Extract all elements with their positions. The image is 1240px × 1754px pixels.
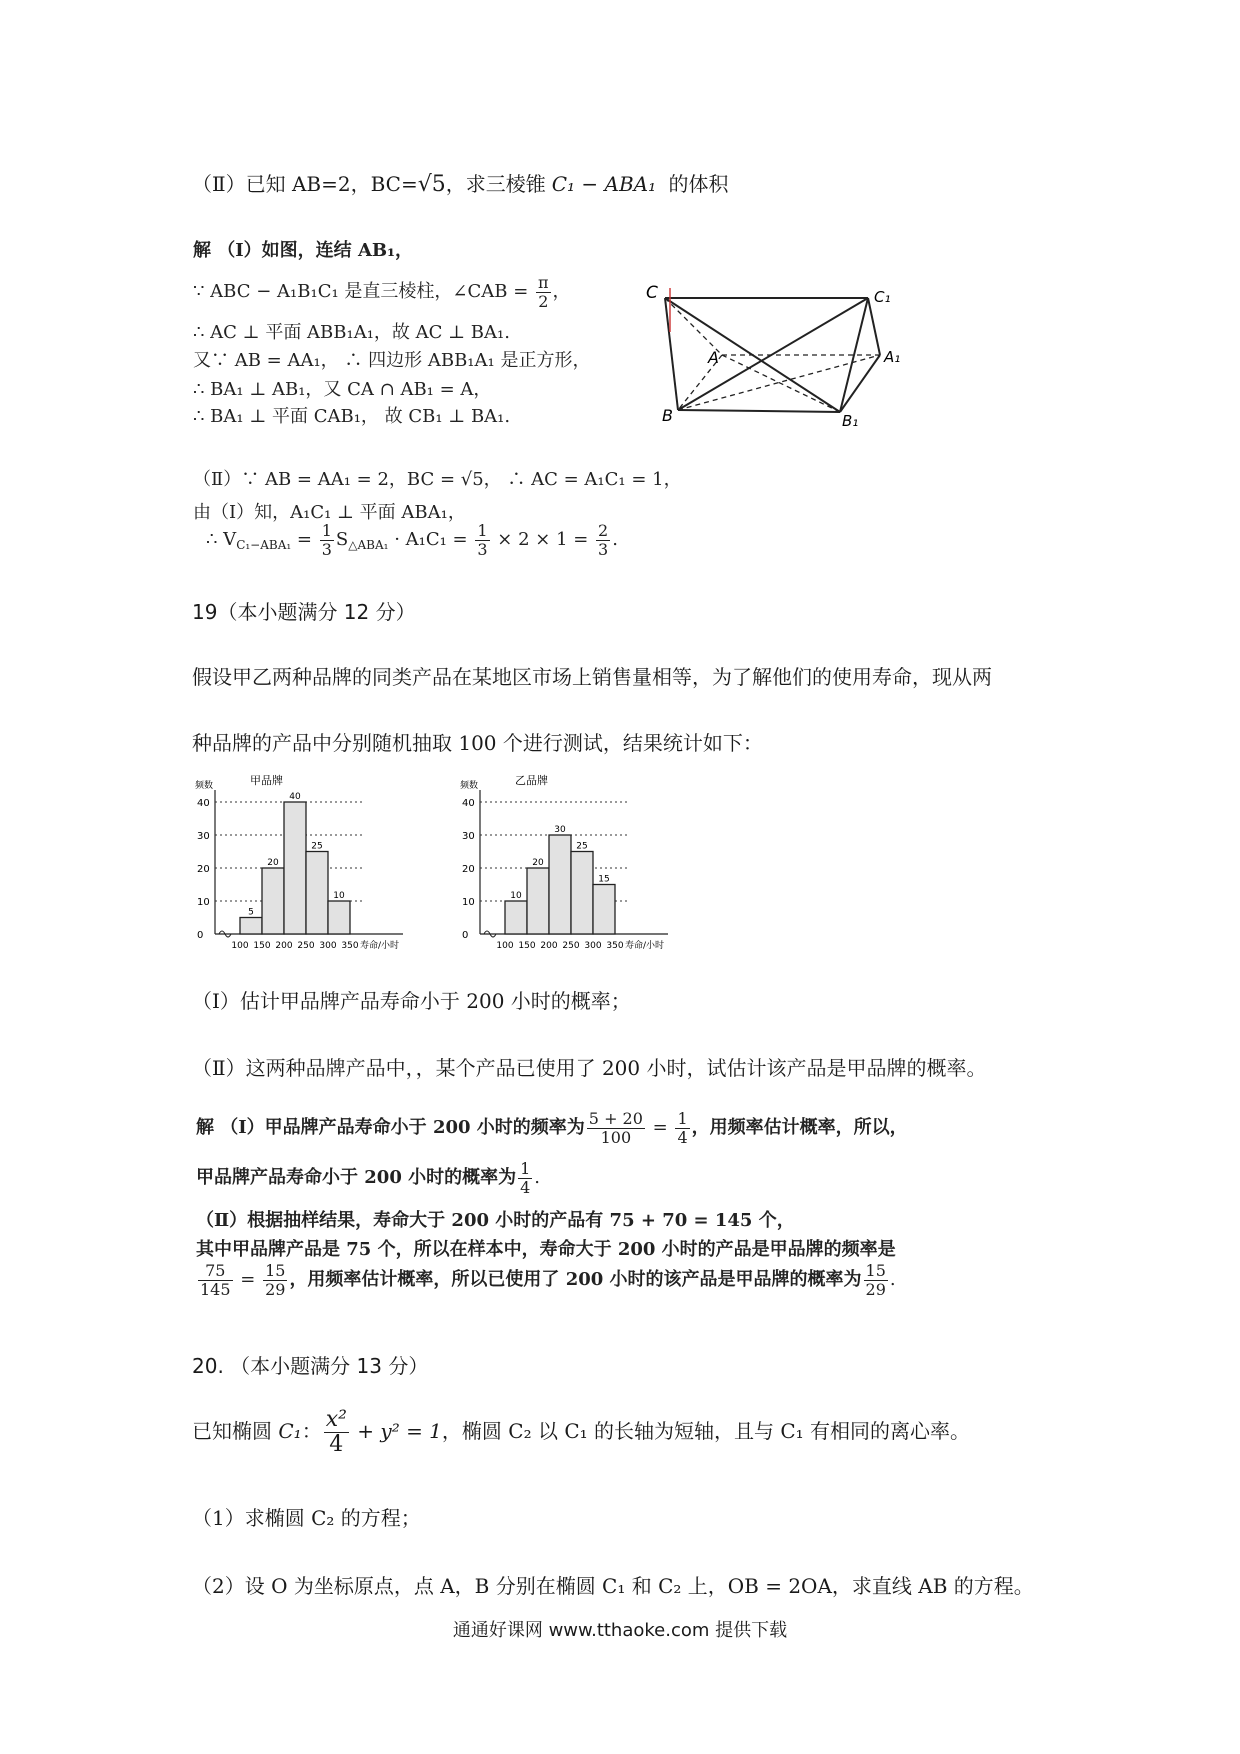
y-tick-label: 40 (462, 798, 475, 809)
x-axis-label: 寿命/小时 (360, 941, 400, 951)
q18-part2-suffix: 的体积 (662, 172, 729, 196)
bar-value-label: 15 (598, 874, 610, 885)
q18-part2-mid: ，求三棱锥 (445, 172, 546, 196)
x-tick-label: 250 (562, 941, 580, 951)
q18-sol-line-6: ∴ BA₁ ⊥ 平面 CAB₁， 故 CB₁ ⊥ BA₁. (193, 406, 511, 427)
q19-sol2-line-3: $\frac{75}{145}$ = $\frac{15}{29}$ ，用频率估计概率，所以已使用了 200 小时的该产品是甲品牌的概率为 $\frac{15}{29}$ . (200, 1261, 896, 1299)
bar (306, 852, 328, 935)
bar (240, 918, 262, 935)
q20-given: 已知椭圆 C₁： $\frac{\text{x²}}{4}$ + y² = 1，椭圆 C₂ 以 C₁ 的长轴为短轴，且与 C₁ 有相同的离心率。 (192, 1407, 971, 1458)
x-tick-label: 350 (341, 941, 359, 951)
x-tick-label: 100 (231, 941, 249, 951)
q20-part1: （1）求椭圆 C₂ 的方程； (192, 1506, 421, 1530)
y-tick-label: 20 (462, 864, 475, 875)
q19-sol2-line-2: 其中甲品牌产品是 75 个，所以在样本中，寿命大于 200 小时的产品是甲品牌的频率是 (196, 1239, 896, 1260)
bar (593, 885, 615, 935)
q19-part1: （Ⅰ）估计甲品牌产品寿命小于 200 小时的概率； (192, 989, 631, 1013)
histogram-jia (195, 772, 445, 962)
q19-sol2-line-1: （Ⅱ）根据抽样结果，寿命大于 200 小时的产品有 75 + 70 = 145 个， (196, 1210, 795, 1231)
bar (505, 901, 527, 934)
q19-text-2: 种品牌的产品中分别随机抽取 100 个进行测试，结果统计如下： (192, 731, 763, 755)
q18-part2 (192, 168, 728, 197)
q18-sol-line-2: ∵ ABC − A₁B₁C₁ 是直三棱柱，∠CAB = $\frac{\pi}{2}$ ， (193, 273, 571, 311)
q18-sol2-line-1: （Ⅱ）∵ AB = AA₁ = 2，BC = √5， ∴ AC = A₁C₁ = 1， (193, 469, 682, 490)
q18-sol-line-5: ∴ BA₁ ⊥ AB₁，又 CA ∩ AB₁ = A， (193, 379, 492, 400)
y-axis-label: 频数 (460, 781, 479, 791)
q19-header: 19（本小题满分 12 分） (192, 600, 416, 624)
y-tick-label: 30 (197, 831, 210, 842)
q18-part2-expr: C₁ − ABA₁ (551, 172, 657, 196)
bar (284, 802, 306, 934)
x-tick-label: 150 (518, 941, 536, 951)
y-tick-label: 10 (197, 897, 210, 908)
q18-part2-prefix: （Ⅱ）已知 AB=2，BC= (192, 172, 418, 196)
q20-part2: （2）设 O 为坐标原点，点 A，B 分别在椭圆 C₁ 和 C₂ 上，OB = 2OA，求直线 AB 的方程。 (192, 1574, 1034, 1598)
y-tick-label: 30 (462, 831, 475, 842)
x-tick-label: 200 (540, 941, 558, 951)
label-C: C (646, 283, 658, 303)
y-tick-label: 40 (197, 798, 210, 809)
x-tick-label: 150 (253, 941, 271, 951)
y-axis-label: 频数 (195, 781, 214, 791)
x-axis-label: 寿命/小时 (625, 941, 665, 951)
y-tick-label: 10 (462, 897, 475, 908)
x-tick-label: 300 (319, 941, 337, 951)
y-tick-label: 0 (197, 930, 204, 941)
bar (527, 868, 549, 934)
q19-sol1-line-2: 甲品牌产品寿命小于 200 小时的概率为 $\frac{1}{4}$ . (196, 1159, 541, 1197)
y-tick-label: 0 (462, 930, 469, 941)
q18-sol2-line-2: 由（Ⅰ）知，A₁C₁ ⊥ 平面 ABA₁， (193, 502, 466, 523)
bar-value-label: 20 (267, 858, 279, 868)
bar-value-label: 25 (576, 841, 588, 852)
q19-text-1: 假设甲乙两种品牌的同类产品在某地区市场上销售量相等，为了解他们的使用寿命，现从两 (192, 665, 992, 689)
label-A: A (708, 348, 719, 367)
q18-part2-sqrt: √5 (417, 172, 446, 197)
bar (549, 835, 571, 934)
q19-part2: （Ⅱ）这两种品牌产品中，，某个产品已使用了 200 小时，试估计该产品是甲品牌的概率。 (192, 1056, 987, 1080)
bar (328, 901, 350, 934)
q18-sol-line-1: 解 （Ⅰ）如图，连结 AB₁， (193, 240, 414, 261)
label-B: B (662, 406, 673, 425)
pi-denominator: 2 (538, 291, 549, 311)
chart-title: 乙品牌 (515, 774, 548, 787)
bar (262, 868, 284, 934)
label-C1: C₁ (874, 288, 891, 306)
x-tick-label: 100 (496, 941, 514, 951)
chart-title: 甲品牌 (250, 774, 283, 787)
bar-value-label: 40 (289, 792, 301, 802)
label-A1: A₁ (884, 348, 900, 366)
histogram-yi (460, 772, 720, 962)
x-tick-label: 350 (606, 941, 624, 951)
q20-header: 20. （本小题满分 13 分） (192, 1354, 429, 1378)
q18-sol-line-4: 又∵ AB = AA₁， ∴ 四边形 ABB₁A₁ 是正方形， (193, 350, 591, 371)
x-tick-label: 300 (584, 941, 602, 951)
q19-sol1-line-1: 解 （Ⅰ）甲品牌产品寿命小于 200 小时的频率为 $\frac{5 + 20}{100}$ = $\frac{1}{4}$ ，用频率估计概率，所以， (196, 1109, 908, 1147)
q18-sol-line-3: ∴ AC ⊥ 平面 ABB₁A₁，故 AC ⊥ BA₁. (193, 322, 510, 343)
bar-value-label: 30 (554, 825, 566, 835)
pi-numerator: π (538, 273, 549, 292)
footer: 通通好课网 www.tthaoke.com 提供下载 (452, 1620, 788, 1641)
x-tick-label: 200 (275, 941, 293, 951)
bar-value-label: 10 (510, 891, 522, 901)
q18-sol2-line-3: ∴ $V_{C_1-ABA_1}$ = $\frac{1}{3}$ $S_{\triangle ABA_1} \cdot A_1C_1$ = $\frac{1}{3}$ × 2 × 1 = $\frac{2}{3}$ . (206, 521, 618, 559)
bar-value-label: 20 (532, 858, 544, 868)
prism-figure (640, 270, 900, 430)
scan-mark (669, 288, 671, 332)
bar-value-label: 10 (333, 891, 345, 901)
y-tick-label: 20 (197, 864, 210, 875)
bar-value-label: 5 (248, 907, 254, 918)
label-B1: B₁ (842, 412, 859, 430)
bar-value-label: 25 (311, 841, 323, 852)
bar (571, 852, 593, 935)
x-tick-label: 250 (297, 941, 315, 951)
